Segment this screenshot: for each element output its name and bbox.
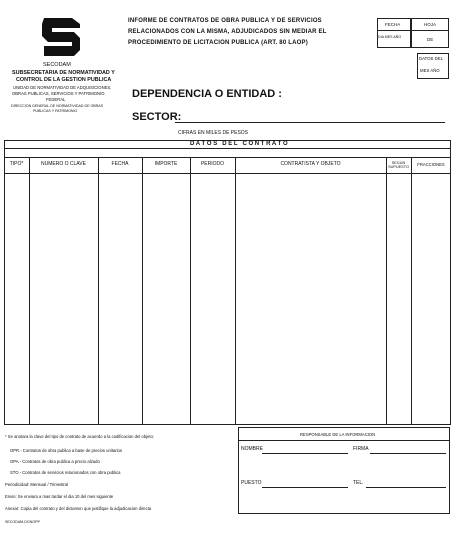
tel-line[interactable] [366,487,446,488]
org-unit1: UNIDAD DE NORMATIVIDAD DE ADQUISICIONES, [13,85,112,90]
puesto-line[interactable] [262,487,348,488]
org-unit4: DIRECCION GENERAL DE NORMATIVIDAD DE OBRAS [11,104,104,108]
note-4: STO.- Contratos de servicios relacionados con obra publica [10,470,121,475]
fecha-label: FECHA [385,22,401,27]
nombre-label: NOMBRE [241,446,263,452]
form-title-line3: PROCEDIMIENTO DE LICITACION PUBLICA (ART. 80 LAOP) [128,40,308,46]
col-numero: NUMERO O CLAVE [41,161,86,168]
org-sub1: SUBSECRETARIA DE NORMATIVIDAD Y [12,70,115,76]
signature-header: RESPONSABLE DE LA INFORMACION [300,432,376,437]
org-sub2: CONTROL DE LA GESTION PUBLICA [16,77,112,83]
datos-label: DATOS DEL [419,56,443,61]
col-periodo: PERIODO [200,161,225,168]
note-2: OPR.- Contratos de obra publica a base de precios unitarios [10,448,122,453]
cifras-label: CIFRAS EN MILES DE PESOS [178,130,249,136]
fecha-sub: DIA MES AÑO [378,35,402,39]
col-importe: IMPORTE [154,161,178,168]
note-1: * Se anotara la clave del tipo de contrato de acuerdo a la codificacion del objeto: [5,434,154,439]
col-tipo: TIPO* [9,161,24,168]
hoja-label: HOJA [424,22,437,27]
tel-label: TEL. [353,480,364,486]
col-supuesto: SEGUN SUPUESTO [388,160,409,169]
datos-contrato-header: D A T O S D E L C O N T R A T O [190,141,288,147]
form-title-line2: RELACIONADOS CON LA MISMA, ADJUDICADOS SIN MEDIAR EL [128,29,327,35]
col-fracciones: FRACCIONES [417,162,445,168]
col-fecha: FECHA [111,161,129,168]
firma-line[interactable] [370,453,446,454]
note-3: OPA.- Contratos de obra publica a precio alzado [10,459,100,464]
note-5: Periodicidad: Mensual / Trimestral [5,482,69,487]
dependencia-label: DEPENDENCIA O ENTIDAD : [132,88,282,100]
mes-ano-label: MES AÑO [420,68,440,73]
firma-label: FIRMA [353,446,369,452]
sector-input-line[interactable] [175,122,445,123]
col-contratista: CONTRATISTA Y OBJETO [280,161,341,168]
note-6: Envio: Se enviara a mas tardar el dia 10 del mes siguiente [5,494,114,499]
note-7: Anexar: Copia del contrato y del dictamen que justifique la adjudicacion directa [5,506,152,511]
sector-label: SECTOR: [132,111,182,123]
nombre-line[interactable] [262,453,348,454]
form-title-line1: INFORME DE CONTRATOS DE OBRA PUBLICA Y DE SERVICIOS [128,18,322,24]
org-name: SECODAM [43,62,71,68]
contract-table [4,140,451,425]
note-8: SECODAM-DGNOPP [5,520,40,524]
org-unit5: PUBLICAS Y PATRIMONIO [33,109,78,113]
org-unit3: FEDERAL [46,97,66,102]
puesto-label: PUESTO [241,480,262,486]
secodam-logo [38,14,84,58]
hoja-sub: DE [427,37,434,42]
org-unit2: OBRAS PUBLICAS, SERVICIOS Y PATRIMONIO [12,91,105,96]
